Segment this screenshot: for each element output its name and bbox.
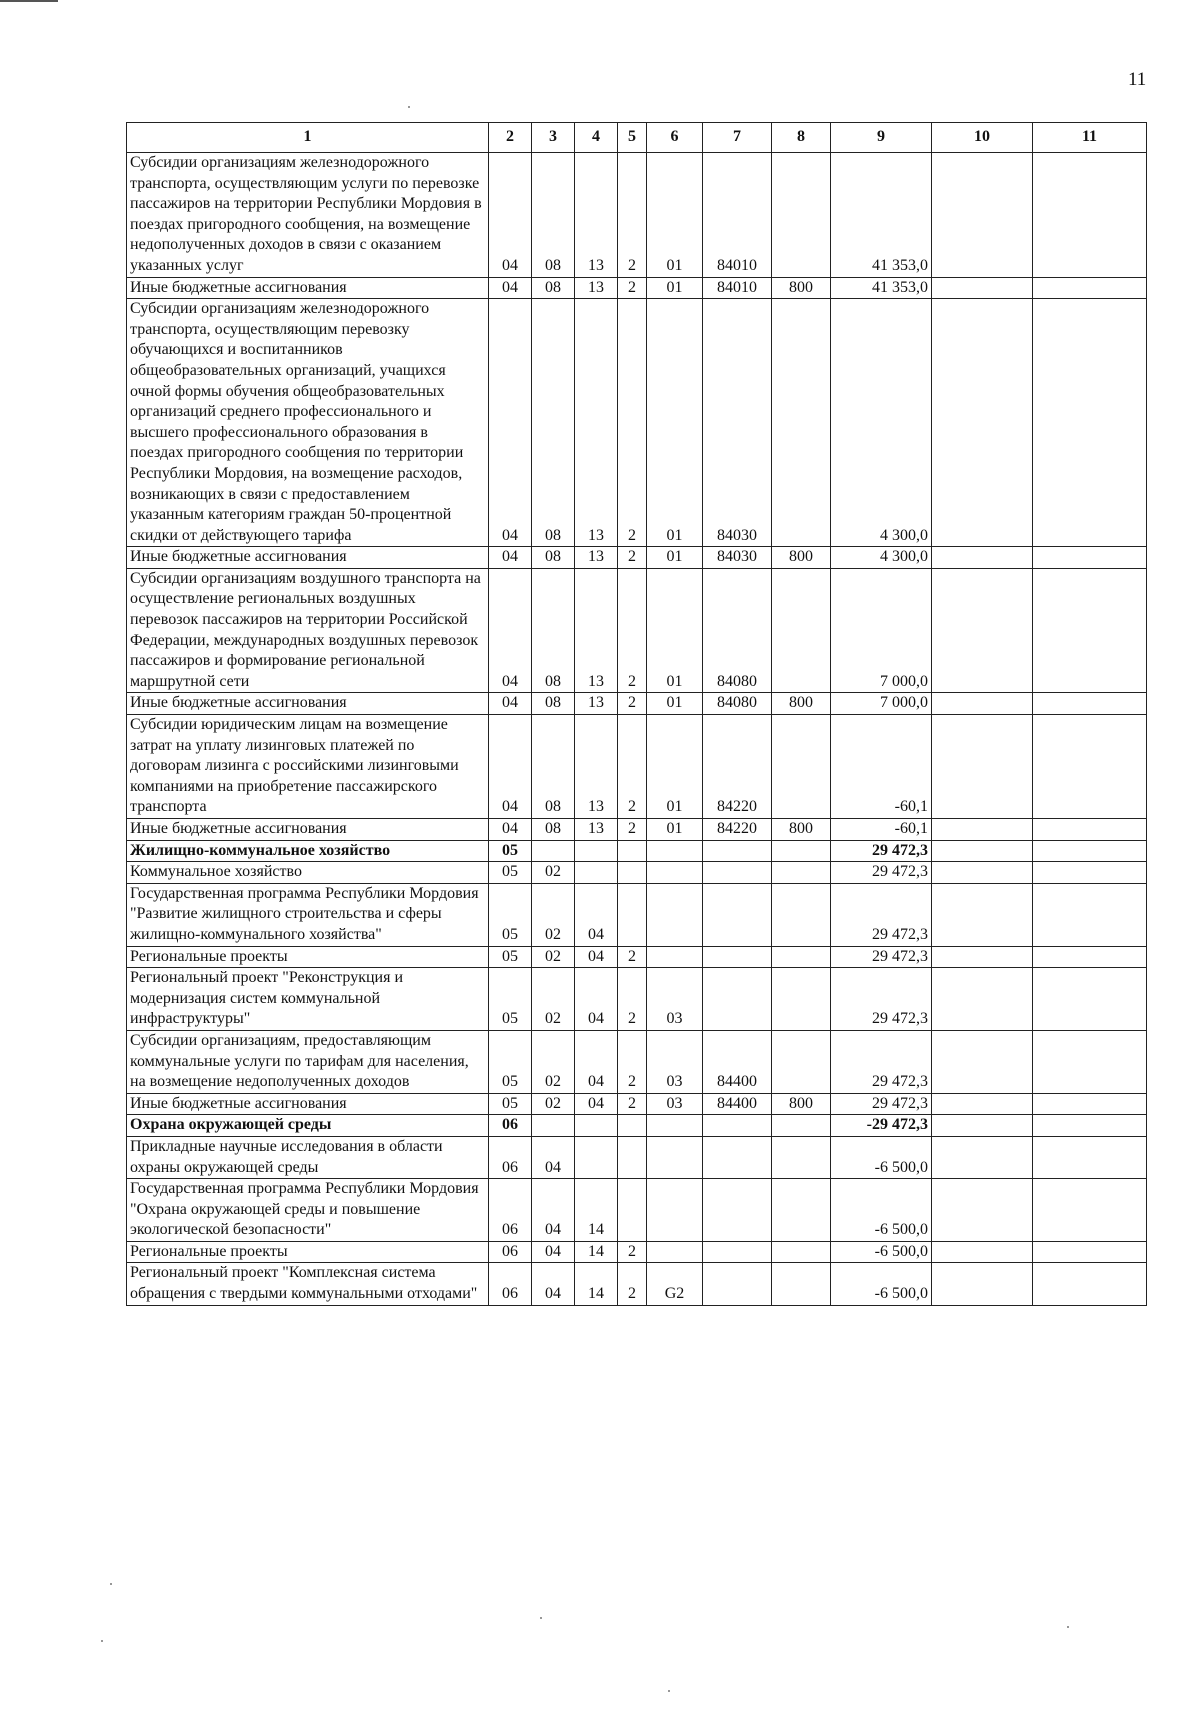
cell-col4: 04 [575,968,618,1031]
scan-speck [668,1690,670,1692]
cell-col2: 04 [489,547,532,569]
cell-col2: 05 [489,862,532,884]
cell-col8 [772,1263,831,1305]
table-row [127,568,1147,693]
cell-col7 [703,1263,772,1305]
column-header-2: 2 [489,123,532,153]
cell-col8 [772,1136,831,1178]
cell-col11 [1033,1241,1147,1263]
cell-col6 [647,883,703,946]
cell-col5 [618,1136,647,1178]
row-name: Коммунальное хозяйство [127,862,489,884]
cell-col5 [618,1115,647,1137]
table-row [127,840,1147,862]
cell-col6 [647,1241,703,1263]
cell-col7: 84010 [703,153,772,278]
cell-col9: -6 500,0 [831,1179,932,1242]
table-row [127,1136,1147,1178]
scan-speck [101,1640,103,1642]
cell-col7 [703,1241,772,1263]
table-row [127,1093,1147,1115]
row-name: Субсидии организациям, предоставляющим коммунальные услуги по тарифам для населения, на возмещение недополученных доходов [127,1030,489,1093]
cell-col5: 2 [618,1263,647,1305]
cell-col11 [1033,819,1147,841]
table-row [127,277,1147,299]
cell-col2: 04 [489,153,532,278]
cell-col3: 02 [532,968,575,1031]
column-header-9: 9 [831,123,932,153]
cell-col2: 06 [489,1241,532,1263]
cell-col7 [703,1179,772,1242]
cell-col8 [772,715,831,819]
cell-col11 [1033,693,1147,715]
row-name: Субсидии организациям железнодорожного транспорта, осуществляющим перевозку обучающихся и воспитанников общеобразовательных организаций, учащихся очной формы обучения общеобразовательных организаций среднего профессионального и высшего профессионального образования в поездах пригородного сообщения по территории Республики Мордовия, на возмещение расходов, возникающих в связи с предоставлением указанным категориям граждан 50-процентной скидки от действующего тарифа [127,299,489,547]
cell-col5: 2 [618,1241,647,1263]
cell-col4: 13 [575,277,618,299]
cell-col8 [772,1179,831,1242]
cell-col4 [575,862,618,884]
cell-col6: 01 [647,153,703,278]
cell-col9: -6 500,0 [831,1263,932,1305]
cell-col8 [772,1241,831,1263]
cell-col2: 04 [489,819,532,841]
cell-col3: 08 [532,819,575,841]
cell-col4: 13 [575,153,618,278]
cell-col11 [1033,277,1147,299]
row-name: Субсидии организациям железнодорожного транспорта, осуществляющим услуги по перевозке пассажиров на территории Республики Мордовия в поездах пригородного сообщения, на возмещение недополученных доходов в связи с оказанием указанных услуг [127,153,489,278]
page-number: 11 [1128,69,1147,90]
table-row [127,547,1147,569]
row-name: Иные бюджетные ассигнования [127,547,489,569]
cell-col5: 2 [618,819,647,841]
cell-col4: 04 [575,883,618,946]
cell-col10 [932,819,1033,841]
cell-col4: 04 [575,946,618,968]
row-name: Охрана окружающей среды [127,1115,489,1137]
cell-col2: 05 [489,946,532,968]
cell-col4: 14 [575,1241,618,1263]
column-header-7: 7 [703,123,772,153]
row-name: Иные бюджетные ассигнования [127,277,489,299]
cell-col8 [772,299,831,547]
cell-col8 [772,862,831,884]
cell-col3: 04 [532,1136,575,1178]
row-name: Региональные проекты [127,946,489,968]
cell-col2: 04 [489,299,532,547]
cell-col2: 05 [489,1093,532,1115]
cell-col10 [932,862,1033,884]
cell-col8 [772,153,831,278]
row-name: Субсидии юридическим лицам на возмещение затрат на уплату лизинговых платежей по договорам лизинга с российскими лизинговыми компаниями на приобретение пассажирского транспорта [127,715,489,819]
table-row [127,1263,1147,1305]
scan-speck [408,106,410,108]
cell-col9: -60,1 [831,819,932,841]
cell-col11 [1033,840,1147,862]
cell-col11 [1033,862,1147,884]
column-header-10: 10 [932,123,1033,153]
cell-col2: 05 [489,968,532,1031]
cell-col10 [932,1093,1033,1115]
row-name: Государственная программа Республики Мордовия "Развитие жилищного строительства и сферы жилищно-коммунального хозяйства" [127,883,489,946]
cell-col4: 13 [575,547,618,569]
cell-col10 [932,1263,1033,1305]
table-row [127,1115,1147,1137]
cell-col8: 800 [772,819,831,841]
cell-col10 [932,299,1033,547]
cell-col7: 84030 [703,547,772,569]
cell-col5: 2 [618,968,647,1031]
cell-col9: -6 500,0 [831,1136,932,1178]
cell-col3: 02 [532,883,575,946]
cell-col4: 14 [575,1179,618,1242]
cell-col10 [932,946,1033,968]
cell-col10 [932,715,1033,819]
column-header-1: 1 [127,123,489,153]
cell-col9: 29 472,3 [831,946,932,968]
cell-col4: 13 [575,299,618,547]
cell-col4: 13 [575,568,618,693]
cell-col2: 04 [489,277,532,299]
cell-col3: 04 [532,1263,575,1305]
cell-col6 [647,1136,703,1178]
cell-col10 [932,1179,1033,1242]
cell-col3: 08 [532,299,575,547]
row-name: Иные бюджетные ассигнования [127,1093,489,1115]
table-row [127,299,1147,547]
cell-col7 [703,883,772,946]
cell-col11 [1033,568,1147,693]
cell-col3: 08 [532,547,575,569]
cell-col11 [1033,968,1147,1031]
cell-col9: 4 300,0 [831,299,932,547]
cell-col4: 04 [575,1030,618,1093]
cell-col7 [703,1115,772,1137]
cell-col3: 08 [532,693,575,715]
cell-col9: 41 353,0 [831,277,932,299]
table-body [127,153,1147,1306]
cell-col9: 29 472,3 [831,1030,932,1093]
cell-col5: 2 [618,946,647,968]
cell-col7 [703,862,772,884]
scan-corner-line [0,0,58,2]
scan-speck [1067,1626,1069,1628]
column-header-3: 3 [532,123,575,153]
cell-col3: 02 [532,946,575,968]
cell-col5: 2 [618,153,647,278]
row-name: Региональные проекты [127,1241,489,1263]
cell-col6: 01 [647,715,703,819]
cell-col9: -29 472,3 [831,1115,932,1137]
cell-col3: 08 [532,277,575,299]
cell-col2: 05 [489,840,532,862]
table-row [127,968,1147,1031]
cell-col8: 800 [772,547,831,569]
cell-col9: -60,1 [831,715,932,819]
cell-col7: 84220 [703,819,772,841]
cell-col6: 01 [647,299,703,547]
cell-col10 [932,1030,1033,1093]
cell-col5 [618,840,647,862]
table-row [127,819,1147,841]
cell-col10 [932,693,1033,715]
column-header-8: 8 [772,123,831,153]
cell-col6 [647,946,703,968]
table-row [127,715,1147,819]
cell-col2: 06 [489,1136,532,1178]
cell-col4: 14 [575,1263,618,1305]
cell-col7: 84400 [703,1093,772,1115]
cell-col2: 05 [489,1030,532,1093]
cell-col11 [1033,715,1147,819]
cell-col6: G2 [647,1263,703,1305]
cell-col6: 01 [647,547,703,569]
cell-col10 [932,1136,1033,1178]
cell-col6 [647,1115,703,1137]
cell-col9: 4 300,0 [831,547,932,569]
cell-col9: 29 472,3 [831,883,932,946]
cell-col8: 800 [772,277,831,299]
column-header-5: 5 [618,123,647,153]
cell-col11 [1033,1179,1147,1242]
cell-col5 [618,883,647,946]
table-row [127,946,1147,968]
cell-col11 [1033,153,1147,278]
column-header-4: 4 [575,123,618,153]
cell-col8 [772,946,831,968]
table-row [127,883,1147,946]
cell-col3: 04 [532,1179,575,1242]
table-row [127,1179,1147,1242]
row-name: Иные бюджетные ассигнования [127,693,489,715]
table-row [127,153,1147,278]
cell-col5: 2 [618,277,647,299]
cell-col4: 13 [575,693,618,715]
row-name: Прикладные научные исследования в области охраны окружающей среды [127,1136,489,1178]
cell-col3 [532,1115,575,1137]
cell-col11 [1033,1093,1147,1115]
scan-speck [540,1617,542,1619]
row-name: Иные бюджетные ассигнования [127,819,489,841]
cell-col2: 06 [489,1115,532,1137]
cell-col5: 2 [618,568,647,693]
cell-col8: 800 [772,1093,831,1115]
cell-col8 [772,1115,831,1137]
cell-col5: 2 [618,693,647,715]
cell-col11 [1033,1115,1147,1137]
cell-col8 [772,568,831,693]
cell-col11 [1033,547,1147,569]
cell-col6 [647,1179,703,1242]
cell-col2: 04 [489,693,532,715]
cell-col3: 08 [532,715,575,819]
table-row [127,1241,1147,1263]
cell-col6: 01 [647,693,703,715]
cell-col11 [1033,299,1147,547]
cell-col2: 06 [489,1179,532,1242]
header-row [127,123,1147,153]
cell-col10 [932,547,1033,569]
cell-col3: 04 [532,1241,575,1263]
cell-col10 [932,277,1033,299]
cell-col3: 02 [532,1093,575,1115]
cell-col9: 29 472,3 [831,968,932,1031]
cell-col11 [1033,1030,1147,1093]
cell-col9: 29 472,3 [831,840,932,862]
cell-col7 [703,840,772,862]
table-row [127,862,1147,884]
cell-col7 [703,968,772,1031]
cell-col2: 05 [489,883,532,946]
cell-col6: 01 [647,568,703,693]
row-name: Субсидии организациям воздушного транспорта на осуществление региональных воздушных перевозок пассажиров на территории Российской Федерации, международных воздушных перевозок пассажиров и формирование региональной маршрутной сети [127,568,489,693]
cell-col3: 02 [532,1030,575,1093]
column-header-6: 6 [647,123,703,153]
cell-col6: 03 [647,1093,703,1115]
cell-col5 [618,1179,647,1242]
cell-col2: 06 [489,1263,532,1305]
cell-col11 [1033,1136,1147,1178]
cell-col5: 2 [618,1030,647,1093]
cell-col2: 04 [489,715,532,819]
cell-col7: 84080 [703,568,772,693]
cell-col3 [532,840,575,862]
cell-col6 [647,840,703,862]
cell-col9: 29 472,3 [831,862,932,884]
cell-col6: 01 [647,819,703,841]
cell-col10 [932,883,1033,946]
cell-col7: 84010 [703,277,772,299]
cell-col10 [932,1115,1033,1137]
cell-col7: 84400 [703,1030,772,1093]
cell-col11 [1033,1263,1147,1305]
cell-col9: 29 472,3 [831,1093,932,1115]
cell-col5: 2 [618,299,647,547]
row-name: Региональный проект "Реконструкция и модернизация систем коммунальной инфраструктуры" [127,968,489,1031]
cell-col4: 13 [575,819,618,841]
cell-col10 [932,568,1033,693]
cell-col9: 7 000,0 [831,693,932,715]
cell-col6: 03 [647,968,703,1031]
row-name: Жилищно-коммунальное хозяйство [127,840,489,862]
row-name: Региональный проект "Комплексная система обращения с твердыми коммунальными отходами" [127,1263,489,1305]
cell-col8 [772,1030,831,1093]
scan-speck [110,1583,112,1585]
cell-col2: 04 [489,568,532,693]
cell-col8 [772,883,831,946]
cell-col10 [932,153,1033,278]
cell-col7 [703,946,772,968]
cell-col7: 84220 [703,715,772,819]
cell-col5: 2 [618,715,647,819]
cell-col10 [932,840,1033,862]
cell-col11 [1033,946,1147,968]
table-row [127,1030,1147,1093]
cell-col6: 03 [647,1030,703,1093]
cell-col7 [703,1136,772,1178]
cell-col4 [575,1136,618,1178]
cell-col6 [647,862,703,884]
cell-col9: -6 500,0 [831,1241,932,1263]
column-header-11: 11 [1033,123,1147,153]
cell-col6: 01 [647,277,703,299]
cell-col3: 02 [532,862,575,884]
cell-col4 [575,840,618,862]
cell-col3: 08 [532,153,575,278]
cell-col5: 2 [618,1093,647,1115]
row-name: Государственная программа Республики Мордовия "Охрана окружающей среды и повышение экологической безопасности" [127,1179,489,1242]
cell-col8: 800 [772,693,831,715]
cell-col3: 08 [532,568,575,693]
budget-table [126,122,1147,1306]
cell-col5: 2 [618,547,647,569]
table-row [127,693,1147,715]
cell-col5 [618,862,647,884]
cell-col10 [932,968,1033,1031]
cell-col7: 84030 [703,299,772,547]
cell-col8 [772,968,831,1031]
cell-col9: 41 353,0 [831,153,932,278]
cell-col4 [575,1115,618,1137]
cell-col7: 84080 [703,693,772,715]
cell-col10 [932,1241,1033,1263]
cell-col4: 13 [575,715,618,819]
cell-col9: 7 000,0 [831,568,932,693]
cell-col11 [1033,883,1147,946]
cell-col4: 04 [575,1093,618,1115]
cell-col8 [772,840,831,862]
